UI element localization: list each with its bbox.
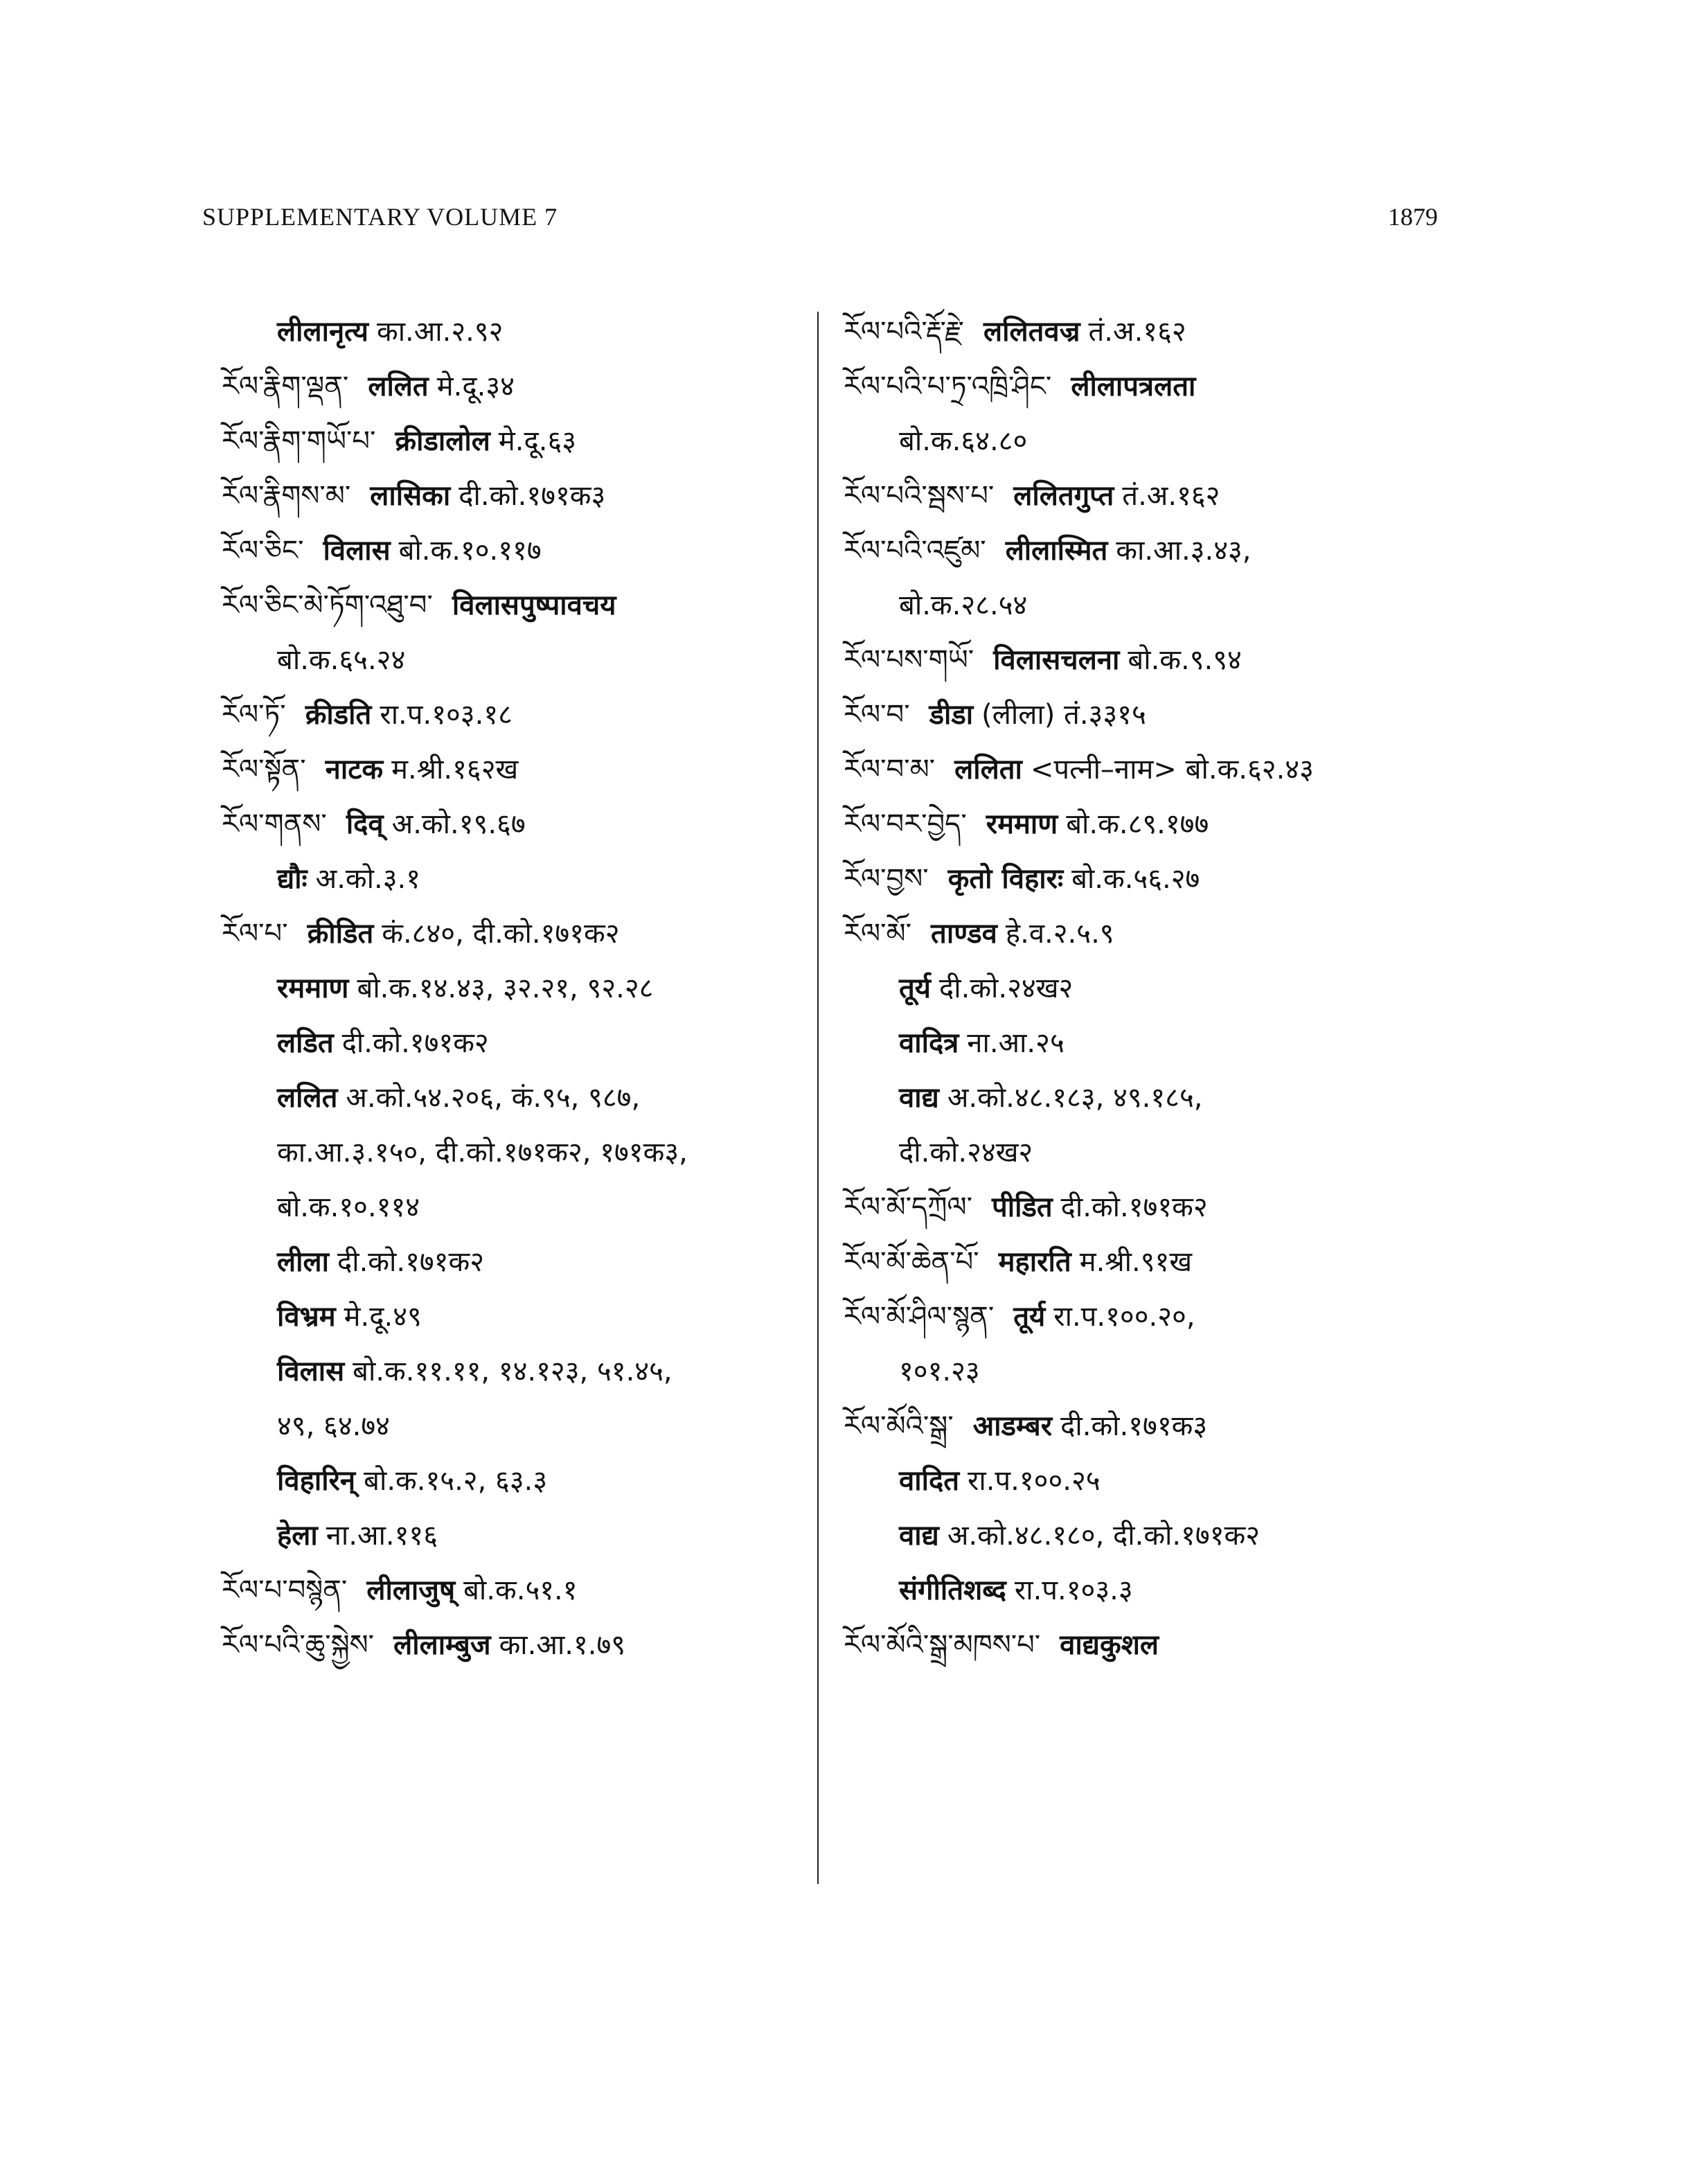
source-reference: दी.को.१७१क३ xyxy=(1060,1410,1208,1442)
source-reference: बो.क.९.९४ xyxy=(1128,644,1242,676)
source-reference: रा.प.१००.२०, xyxy=(1053,1301,1195,1333)
sanskrit-headword: लीलास्मित xyxy=(1005,535,1108,567)
source-reference: ना.आ.११६ xyxy=(326,1520,438,1552)
source-reference: बो.क.५१.१ xyxy=(463,1574,578,1606)
source-reference: बो.क.१४.४३, ३२.२१, ९२.२८ xyxy=(357,973,654,1004)
tibetan-term: རོལ་རྣིགས་མ་ xyxy=(222,480,351,512)
sanskrit-headword: विलास xyxy=(277,1356,345,1387)
tibetan-term: རོལ་རྣིག་ལྡན་ xyxy=(222,371,349,402)
sanskrit-headword: लडित xyxy=(277,1027,334,1059)
dictionary-entry xyxy=(222,359,817,414)
dictionary-entry xyxy=(844,1399,1453,1454)
dictionary-entry xyxy=(844,469,1453,524)
sanskrit-headword: क्रीडित xyxy=(307,918,374,950)
dictionary-entry xyxy=(844,961,1453,1016)
tibetan-term: རོལ་མོ་དཀྲོལ་ xyxy=(844,1191,972,1223)
tibetan-term: རོལ་ཅིང་མེ་ཏོག་འཐུ་བ་ xyxy=(222,589,433,621)
dictionary-entry xyxy=(844,414,1453,469)
tibetan-term: རོལ་ཏོ་ xyxy=(222,699,286,731)
source-reference: दी.को.२४ख२ xyxy=(939,973,1074,1004)
sanskrit-headword: ललितवज्र xyxy=(983,316,1080,348)
sanskrit-headword: विभ्रम xyxy=(277,1301,336,1333)
tibetan-term: རོལ་ཅིང་ xyxy=(222,535,304,567)
tibetan-term: རོལ་བ་ xyxy=(844,699,910,731)
source-reference: रा.प.१००.२५ xyxy=(968,1465,1101,1497)
source-reference: दी.को.१७१क३ xyxy=(458,480,606,512)
dictionary-entry xyxy=(844,743,1453,797)
page-number: 1879 xyxy=(1388,203,1438,231)
sanskrit-headword: ललित xyxy=(277,1082,338,1114)
source-reference: बो.क.८९.१७७ xyxy=(1066,808,1209,840)
sanskrit-headword: संगीतिशब्द xyxy=(899,1574,1006,1606)
source-reference: रा.प.१०३.३ xyxy=(1014,1574,1133,1606)
tibetan-term: རོལ་པ་བསྙེན་ xyxy=(222,1574,348,1606)
sanskrit-headword: नाटक xyxy=(325,754,384,785)
dictionary-entry xyxy=(844,1290,1453,1344)
sanskrit-headword: आडम्बर xyxy=(972,1410,1053,1442)
sanskrit-headword: महारति xyxy=(998,1246,1071,1278)
tibetan-term: རོལ་བ་མ་ xyxy=(844,754,936,785)
source-reference: मे.दू.३४ xyxy=(436,371,515,402)
dictionary-entry xyxy=(844,1454,1453,1509)
source-reference: ना.आ.२५ xyxy=(967,1027,1065,1059)
source-reference: म.श्री.१६२ख xyxy=(391,754,519,785)
source-reference: दी.को.२४ख२ xyxy=(899,1137,1033,1169)
source-reference: अ.को.१९.६७ xyxy=(391,808,526,840)
dictionary-entry xyxy=(844,633,1453,688)
sanskrit-headword: कृतो विहारः xyxy=(947,863,1064,895)
tibetan-term: རོལ་མོའི་སྒྲ་མཁས་པ་ xyxy=(844,1629,1041,1661)
dictionary-entry xyxy=(844,907,1453,961)
sanskrit-headword: हेला xyxy=(277,1520,318,1552)
source-reference: अ.को.४८.१८३, ४९.१८५, xyxy=(947,1082,1203,1114)
tibetan-term: རོལ་མོའི་སྒྲ་ xyxy=(844,1410,954,1442)
sanskrit-headword: वादित xyxy=(899,1465,959,1497)
dictionary-entry xyxy=(844,359,1453,414)
dictionary-entry xyxy=(222,1509,817,1563)
sanskrit-headword: रममाण xyxy=(277,973,349,1004)
source-reference: तं.अ.१६२ xyxy=(1088,316,1186,348)
left-column xyxy=(222,305,817,1673)
dictionary-entry xyxy=(222,1180,817,1235)
dictionary-entry xyxy=(844,1344,1453,1399)
source-reference: अ.को.३.१ xyxy=(315,863,421,895)
source-reference: दी.को.१७१क२ xyxy=(1060,1191,1208,1223)
source-reference: बो.क.६४.८० xyxy=(899,425,1028,457)
sanskrit-headword: वाद्य xyxy=(899,1082,939,1114)
sanskrit-headword: विलासपुष्पावचय xyxy=(452,589,616,621)
sanskrit-headword: लीलापत्रलता xyxy=(1071,371,1196,402)
source-reference: का.आ.१.७९ xyxy=(499,1629,626,1661)
tibetan-term: རོལ་མོ་ཤིལ་སྙན་ xyxy=(844,1301,995,1333)
source-reference: का.आ.२.९२ xyxy=(376,316,504,348)
tibetan-term: རོལ་མོ་ཆེན་པོ་ xyxy=(844,1246,979,1278)
source-reference: का.आ.३.४३, xyxy=(1116,535,1252,567)
dictionary-entry xyxy=(844,524,1453,578)
dictionary-entry xyxy=(222,633,817,688)
source-reference: कं.८४०, दी.को.१७१क२ xyxy=(382,918,620,950)
sanskrit-headword: क्रीडालोल xyxy=(395,425,490,457)
dictionary-entry xyxy=(222,1454,817,1509)
dictionary-entry xyxy=(222,907,817,961)
dictionary-entry xyxy=(222,1618,817,1673)
tibetan-term: རོལ་བར་བྱེད་ xyxy=(844,808,967,840)
dictionary-entry xyxy=(222,524,817,578)
dictionary-entry xyxy=(844,1509,1453,1563)
source-reference: दी.को.१७१क२ xyxy=(341,1027,489,1059)
dictionary-entry xyxy=(844,305,1453,359)
source-reference: बो.क.१०.११७ xyxy=(398,535,542,567)
column-divider xyxy=(817,312,819,1884)
sanskrit-headword: तूर्य xyxy=(1013,1301,1046,1333)
tibetan-term: རོལ་པའི་སྦས་པ་ xyxy=(844,480,995,512)
dictionary-entry xyxy=(222,1563,817,1618)
sanskrit-headword: विलासचलना xyxy=(993,644,1120,676)
dictionary-entry xyxy=(844,1016,1453,1071)
dictionary-entry xyxy=(222,1016,817,1071)
sanskrit-headword: क्रीडति xyxy=(305,699,372,731)
source-reference: अ.को.५४.२०६, कं.९५, ९८७, xyxy=(346,1082,641,1114)
tibetan-term: རོལ་པའི་པ་ཏྲ་འཁྲི་ཤིང་ xyxy=(844,371,1052,402)
source-reference: हे.व.२.५.९ xyxy=(1005,918,1114,950)
tibetan-term: རོལ་པའི་ཆུ་སྐྱེས་ xyxy=(222,1629,375,1661)
source-reference: मे.दू.४९ xyxy=(344,1301,422,1333)
sanskrit-headword: तूर्य xyxy=(899,973,931,1004)
sanskrit-headword: वाद्यकुशल xyxy=(1060,1629,1159,1661)
dictionary-entry xyxy=(222,852,817,907)
sanskrit-headword: लीलाजुष् xyxy=(366,1574,456,1606)
dictionary-entry xyxy=(844,1618,1453,1673)
source-reference: का.आ.३.१५०, दी.को.१७१क२, १७१क३, xyxy=(277,1137,688,1169)
source-reference: तं.अ.१६२ xyxy=(1122,480,1220,512)
right-column xyxy=(844,305,1453,1673)
sanskrit-headword: वादित्र xyxy=(899,1027,959,1059)
tibetan-term: རོལ་པ་ xyxy=(222,918,288,950)
dictionary-entry xyxy=(222,469,817,524)
source-reference: बो.क.५६.२७ xyxy=(1071,863,1200,895)
dictionary-entry xyxy=(222,688,817,743)
source-reference: मे.दू.६३ xyxy=(498,425,577,457)
tibetan-term: རོལ་སྟོན་ xyxy=(222,754,306,785)
sanskrit-headword: ताण्डव xyxy=(931,918,997,950)
dictionary-entry xyxy=(222,1126,817,1180)
source-reference: बो.क.२८.५४ xyxy=(899,589,1028,621)
dictionary-entry xyxy=(222,1071,817,1126)
dictionary-entry xyxy=(222,743,817,797)
sanskrit-headword: ललित xyxy=(368,371,429,402)
source-reference: बो.क.१५.२, ६३.३ xyxy=(364,1465,548,1497)
source-reference: म.श्री.९१ख xyxy=(1079,1246,1193,1278)
tibetan-term: རོལ་མོ་ xyxy=(844,918,912,950)
dictionary-entry xyxy=(222,578,817,633)
source-reference: बो.क.६५.२४ xyxy=(277,644,406,676)
source-reference: अ.को.४८.१८०, दी.को.१७१क२ xyxy=(947,1520,1261,1552)
dictionary-entry xyxy=(844,1563,1453,1618)
dictionary-entry xyxy=(844,1180,1453,1235)
source-reference: रा.प.१०३.१८ xyxy=(380,699,513,731)
source-reference: १०१.२३ xyxy=(899,1356,980,1387)
sanskrit-headword: द्यौः xyxy=(277,863,308,895)
sanskrit-headword: दिव् xyxy=(346,808,384,840)
dictionary-entry xyxy=(222,1344,817,1399)
dictionary-entry xyxy=(222,961,817,1016)
dictionary-entry xyxy=(844,1126,1453,1180)
source-reference: बो.क.१०.११४ xyxy=(277,1191,420,1223)
sanskrit-headword: लीलाम्बुज xyxy=(393,1629,491,1661)
source-reference: दी.को.१७१क२ xyxy=(337,1246,484,1278)
dictionary-entry xyxy=(844,852,1453,907)
source-reference: बो.क.११.११, १४.१२३, ५१.४५, xyxy=(353,1356,673,1387)
sanskrit-headword: लीला xyxy=(277,1246,329,1278)
dictionary-entry xyxy=(222,305,817,359)
sanskrit-headword: विहारिन् xyxy=(277,1465,356,1497)
sanskrit-headword: लासिका xyxy=(370,480,451,512)
sanskrit-headword: पीडित xyxy=(992,1191,1053,1223)
dictionary-entry xyxy=(844,1071,1453,1126)
sanskrit-headword: रममाण xyxy=(986,808,1058,840)
source-reference: ४९, ६४.७४ xyxy=(277,1410,390,1442)
tibetan-term: རོལ་རྣིག་གཡོ་པ་ xyxy=(222,425,376,457)
tibetan-term: རོལ་གནས་ xyxy=(222,808,327,840)
tibetan-term: རོལ་པའི་འཛུམ་ xyxy=(844,535,986,567)
dictionary-entry xyxy=(222,414,817,469)
sanskrit-headword: डीडा xyxy=(929,699,974,731)
dictionary-entry xyxy=(844,797,1453,852)
tibetan-term: རོལ་པས་གཡོ་ xyxy=(844,644,974,676)
dictionary-entry xyxy=(222,1290,817,1344)
dictionary-entry xyxy=(844,688,1453,743)
dictionary-entry xyxy=(844,578,1453,633)
sanskrit-headword: वाद्य xyxy=(899,1520,939,1552)
dictionary-entry xyxy=(222,1235,817,1290)
sanskrit-headword: ललिता xyxy=(954,754,1022,785)
source-reference: (लीला) तं.३३१५ xyxy=(981,699,1146,731)
dictionary-entry xyxy=(222,1399,817,1454)
sanskrit-headword: ललितगुप्त xyxy=(1013,480,1114,512)
running-header: SUPPLEMENTARY VOLUME 7 xyxy=(202,203,558,231)
sanskrit-headword: लीलानृत्य xyxy=(277,316,368,348)
source-reference: <पत्नी–नाम> बो.क.६२.४३ xyxy=(1030,754,1314,785)
sanskrit-headword: विलास xyxy=(323,535,391,567)
tibetan-term: རོལ་པའི་རྡོ་རྗེ་ xyxy=(844,316,964,348)
dictionary-entry xyxy=(222,797,817,852)
tibetan-term: རོལ་བྱས་ xyxy=(844,863,929,895)
dictionary-entry xyxy=(844,1235,1453,1290)
